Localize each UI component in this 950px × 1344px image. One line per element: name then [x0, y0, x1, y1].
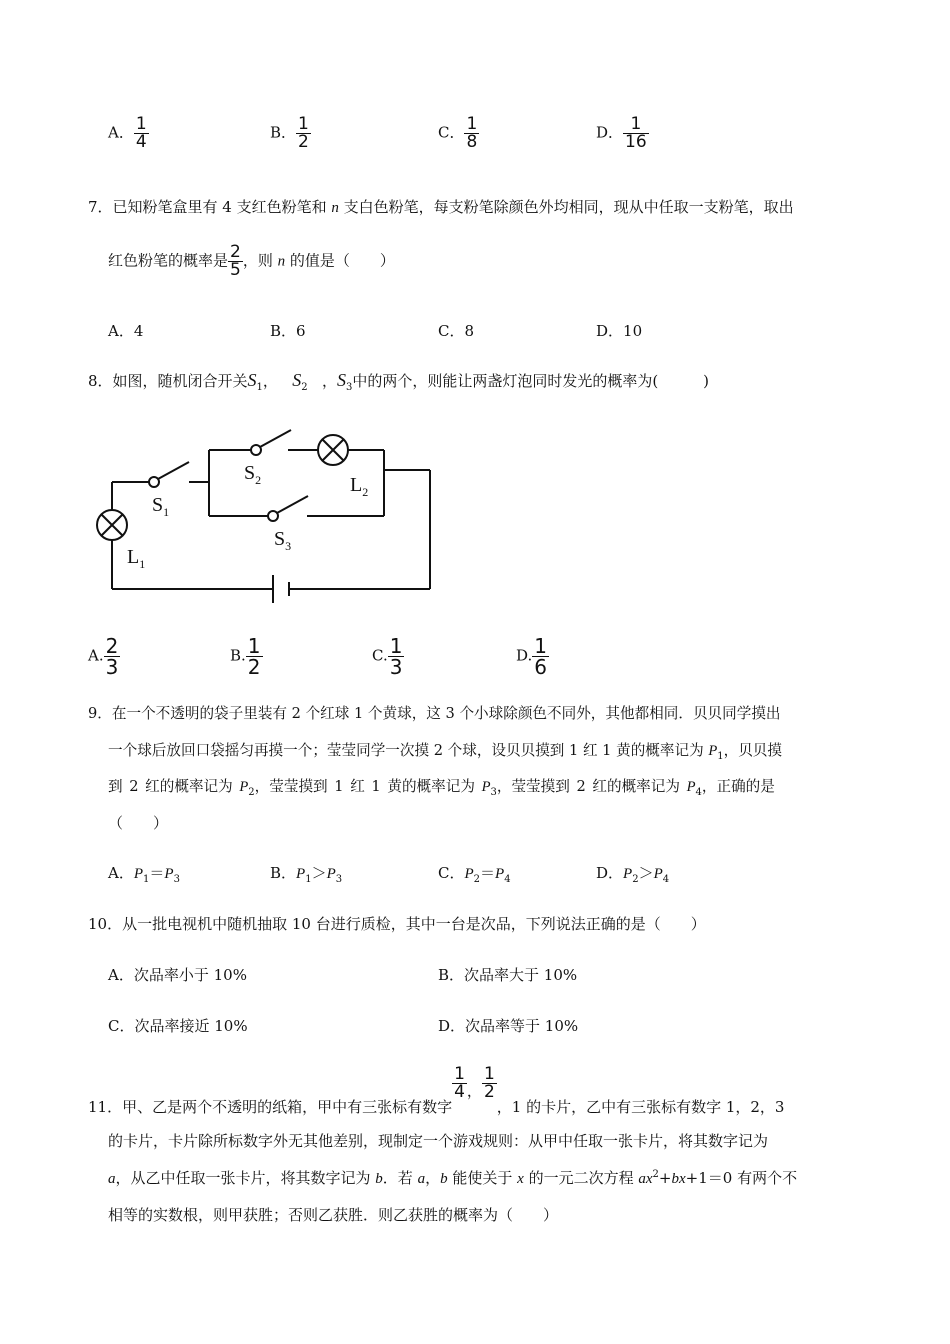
q9-option-d: D．$P_2>P_4$ [596, 864, 670, 885]
q10-option-d: D．次品率等于 10% [438, 1017, 579, 1035]
q9-line2: 一个球后放回口袋摇匀再摸一个；莹莹同学一次摸 2 个球，设贝贝摸到 1 红 1 黄的概率记为 $P_1$，贝贝摸 [108, 742, 782, 762]
switch-s3-icon [268, 511, 278, 521]
option-label: C． [438, 123, 465, 142]
q8-option-c: C. $\frac{1}{3}$ [372, 634, 403, 679]
q11-line4: 相等的实数根，则甲获胜；否则乙获胜．则乙获胜的概率为（ ） [108, 1206, 559, 1224]
q10-option-a: A．次品率小于 10% [108, 966, 247, 984]
q8-option-a: A. $\frac{2}{3}$ [88, 634, 119, 679]
fraction: $\frac{1}{8}$ [466, 114, 478, 152]
fraction: $\frac{1}{2}$ [483, 1064, 495, 1102]
fraction: $\frac{1}{4}$ [454, 1064, 465, 1102]
label-s2: $S_2$ [244, 462, 262, 487]
fraction: $\frac{1}{2}$ [298, 114, 309, 152]
q7-option-b: B．6 [270, 322, 306, 340]
label-l2: $L_2$ [350, 474, 369, 499]
label-s3: $S_3$ [274, 528, 292, 553]
q11-line2: 的卡片，卡片除所标数字外无其他差别，现制定一个游戏规则：从甲中任取一张卡片，将其数字记为 [108, 1132, 769, 1150]
q9-option-c: C．$P_2=P_4$ [438, 864, 511, 885]
q11-line1: 11．甲、乙是两个不透明的纸箱，甲中有三张标有数字 $\frac{1}{4}$ ， $\frac{1}{2}$ ，1 的卡片，乙中有三张标有数字 1，2，3 [88, 1064, 785, 1116]
q7-line1: 7．已知粉笔盒里有 4 支红色粉笔和 n 支白色粉笔，每支粉笔除颜色外均相同，现从中任取一支粉笔，取出 [88, 198, 794, 216]
fraction: $\frac{1}{4}$ [135, 114, 147, 152]
q8-option-b: B. $\frac{1}{2}$ [230, 634, 261, 679]
label-l1: $L_1$ [127, 546, 146, 571]
q10-question: 10．从一批电视机中随机抽取 10 台进行质检，其中一台是次品，下列说法正确的是（ ） [88, 915, 706, 933]
switch-s1-icon [149, 477, 159, 487]
fraction: $\frac{2}{5}$ [230, 242, 241, 280]
q9-line1: 9．在一个不透明的袋子里装有 2 个红球 1 个黄球，这 3 个小球除颜色不同外，其他都相同．贝贝同学摸出 [88, 705, 781, 722]
fraction: $\frac{1}{3}$ [389, 634, 403, 679]
fraction: $\frac{2}{3}$ [105, 634, 119, 679]
q8-option-d: D. $\frac{1}{6}$ [516, 634, 547, 679]
fraction: $\frac{1}{6}$ [534, 634, 547, 679]
q9-line3: 到 2 红的概率记为 $P_2$，莹莹摸到 1 红 1 黄的概率记为 $P_3$，莹莹摸到 2 红的概率记为 $P_4$，正确的是 [108, 778, 775, 798]
q8-question: 8．如图，随机闭合开关$S_1$， $S_2$ ，$S_3$中的两个，则能让两盏灯泡同时发光的概率为( ) [88, 370, 710, 393]
fraction: $\frac{1}{16}$ [625, 114, 647, 152]
q9-option-a: A．$P_1=P_3$ [108, 864, 180, 885]
q10-option-b: B．次品率大于 10% [438, 966, 578, 984]
q9-option-b: B．$P_1>P_3$ [270, 864, 343, 885]
switch-s2-icon [251, 445, 261, 455]
q9-line4: （ ） [108, 814, 169, 832]
q7-option-a: A．4 [108, 322, 144, 340]
option-label: D． [596, 123, 624, 142]
q7-line2: 红色粉笔的概率是 $\frac{2}{5}$ ，则 n 的值是（ ） [108, 242, 395, 280]
q10-option-c: C．次品率接近 10% [108, 1017, 248, 1035]
label-s1: $S_1$ [152, 494, 170, 519]
fraction: $\frac{1}{2}$ [247, 634, 261, 679]
option-label: A． [108, 123, 134, 142]
q7-option-d: D．10 [596, 322, 643, 340]
option-label: B． [270, 123, 297, 142]
q11-line3: a，从乙中任取一张卡片，将其数字记为 b．若 a，b 能使关于 x 的一元二次方程 $ax^2+bx+1=0$ 有两个不 [108, 1169, 798, 1187]
q7-option-c: C．8 [438, 322, 475, 340]
